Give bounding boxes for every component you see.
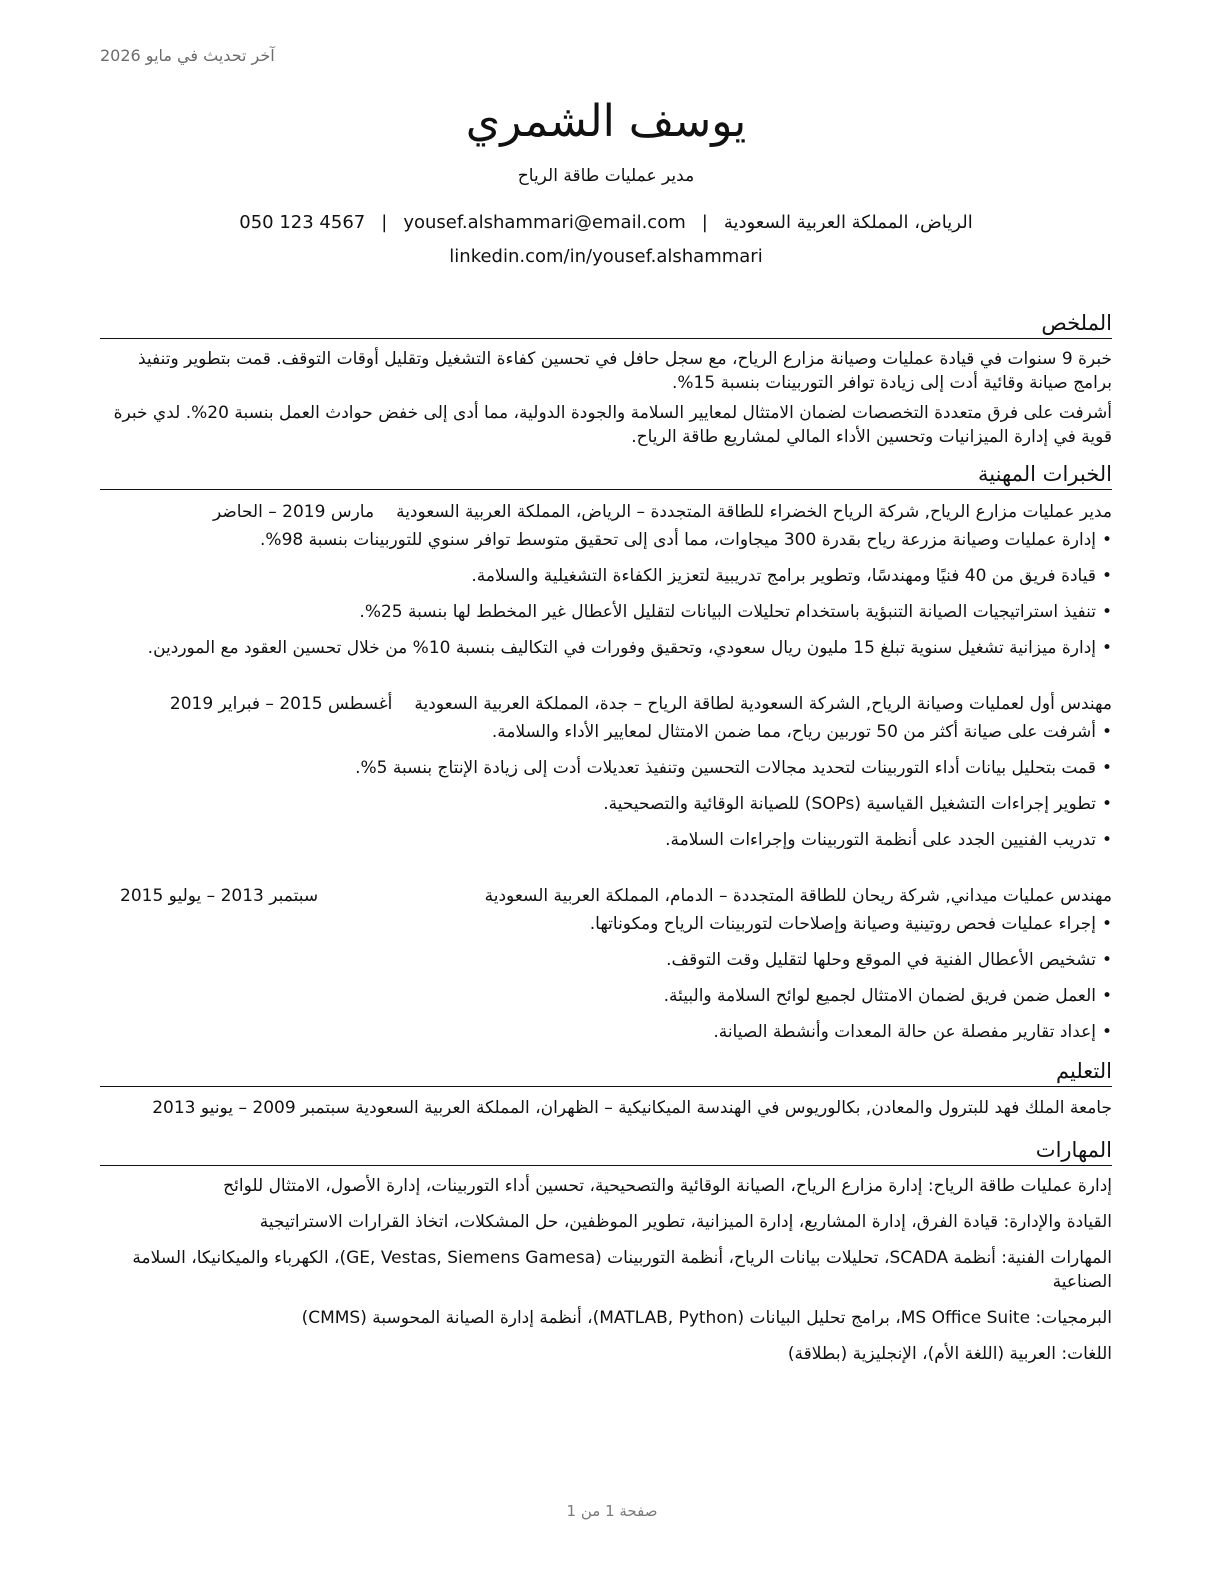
list-item: • تنفيذ استراتيجيات الصيانة التنبؤية باستخدام تحليلات البيانات لتقليل الأعطال غير المخطط لها بنسبة 25%.	[100, 600, 1112, 624]
job-entry	[100, 498, 1112, 660]
section-heading: الملخص	[100, 308, 1112, 339]
summary-paragraph: خبرة 9 سنوات في قيادة عمليات وصيانة مزارع الرياح، مع سجل حافل في تحسين كفاءة التشغيل وتقليل أوقات التوقف. قمت بتطوير وتنفيذ برامج صيانة وقائية أدت إلى زيادة توافر التوربينات بنسبة 15%.	[137, 349, 1112, 393]
page-number-footer: صفحة 1 من 1	[566, 1502, 658, 1520]
list-item: • أشرفت على صيانة أكثر من 50 توربين رياح، مما ضمن الامتثال لمعايير الأداء والسلامة.	[100, 720, 1112, 744]
candidate-name: يوسف الشمري	[465, 96, 747, 147]
job-header	[100, 498, 1112, 526]
skills-section	[100, 1135, 1112, 1366]
job-dates: مارس 2019 – الحاضر	[212, 502, 375, 522]
job-title: مهندس أول لعمليات وصيانة الرياح, الشركة السعودية لطاقة الرياح – جدة، المملكة العربية السعودية	[414, 694, 1112, 714]
list-item: • إدارة ميزانية تشغيل سنوية تبلغ 15 مليون ريال سعودي، وتحقيق وفورات في التكاليف بنسبة 10% من خلال تحسين العقود مع الموردين.	[100, 636, 1112, 660]
list-item: • قمت بتحليل بيانات أداء التوربينات لتحديد مجالات التحسين وتنفيذ تعديلات أدت إلى زيادة الإنتاج بنسبة 5%.	[100, 756, 1112, 780]
job-dates: أغسطس 2015 – فبراير 2019	[169, 694, 393, 714]
list-item: • قيادة فريق من 40 فنيًا ومهندسًا، وتطوير برامج تدريبية لتعزيز الكفاءة التشغيلية والسلامة.	[100, 564, 1112, 588]
education-entry	[100, 1095, 1112, 1121]
list-item: • تشخيص الأعطال الفنية في الموقع وحلها لتقليل وقت التوقف.	[100, 948, 1112, 972]
job-dates: سبتمبر 2013 – يوليو 2015	[120, 886, 319, 906]
list-item: • العمل ضمن فريق لضمان الامتثال لجميع لوائح السلامة والبيئة.	[100, 984, 1112, 1008]
job-header	[100, 882, 1112, 910]
job-bullets	[100, 720, 1112, 852]
list-item: • إدارة عمليات وصيانة مزرعة رياح بقدرة 300 ميجاوات، مما أدى إلى تحقيق متوسط توافر سنوي للتوربينات بنسبة 98%.	[100, 528, 1112, 552]
resume-body	[100, 308, 1112, 1378]
contact-separator: |	[701, 212, 708, 233]
location: الرياض، المملكة العربية السعودية	[723, 212, 973, 233]
job-bullets	[100, 912, 1112, 1044]
job-title: مدير عمليات مزارع الرياح, شركة الرياح الخضراء للطاقة المتجددة – الرياض، المملكة العربية السعودية	[396, 502, 1112, 522]
skill-line: المهارات الفنية: أنظمة SCADA، تحليلات بيانات الرياح، أنظمة التوربينات (GE, Vestas, Siemens Gamesa)، الكهرباء والميكانيكا، السلامة الصناعية	[132, 1248, 1112, 1292]
section-heading: المهارات	[100, 1135, 1112, 1166]
list-item: • تدريب الفنيين الجدد على أنظمة التوربينات وإجراءات السلامة.	[100, 828, 1112, 852]
skill-line: القيادة والإدارة: قيادة الفرق، إدارة المشاريع، إدارة الميزانية، تطوير الموظفين، حل المشكلات، اتخاذ القرارات الاستراتيجية	[259, 1212, 1112, 1232]
section-heading: الخبرات المهنية	[100, 459, 1112, 490]
summary-section	[100, 308, 1112, 449]
resume-header	[100, 92, 1112, 274]
linkedin-url[interactable]: linkedin.com/in/yousef.alshammari	[449, 246, 763, 267]
list-item: • إعداد تقارير مفصلة عن حالة المعدات وأنشطة الصيانة.	[100, 1020, 1112, 1044]
section-heading: التعليم	[100, 1056, 1112, 1087]
list-item: • تطوير إجراءات التشغيل القياسية (SOPs) للصيانة الوقائية والتصحيحية.	[100, 792, 1112, 816]
education-section	[100, 1056, 1112, 1121]
email-address[interactable]: yousef.alshammari@email.com	[403, 212, 686, 233]
job-header	[100, 690, 1112, 718]
experience-section	[100, 459, 1112, 1044]
skill-line: البرمجيات: MS Office Suite، برامج تحليل البيانات (MATLAB, Python)، أنظمة إدارة الصيانة المحوسبة (CMMS)	[301, 1308, 1112, 1328]
phone-number: 050 123 4567	[239, 212, 366, 233]
education-dates: سبتمبر 2009 – يونيو 2013	[152, 1098, 350, 1118]
candidate-title: مدير عمليات طاقة الرياح	[517, 166, 695, 186]
summary-paragraph: أشرفت على فرق متعددة التخصصات لضمان الامتثال لمعايير السلامة والجودة الدولية، مما أدى إلى خفض حوادث العمل بنسبة 20%. لدي خبرة قوية في إدارة الميزانيات وتحسين الأداء المالي لمشاريع طاقة الرياح.	[113, 403, 1112, 447]
last-updated-note: آخر تحديث في مايو 2026	[100, 46, 275, 65]
job-bullets	[100, 528, 1112, 660]
job-entry	[100, 690, 1112, 852]
education-institution: جامعة الملك فهد للبترول والمعادن, بكالوريوس في الهندسة الميكانيكية – الظهران، المملكة العربية السعودية	[355, 1098, 1112, 1118]
contact-separator: |	[381, 212, 388, 233]
job-title: مهندس عمليات ميداني, شركة ريحان للطاقة المتجددة – الدمام، المملكة العربية السعودية	[484, 886, 1112, 906]
contact-info	[100, 206, 1112, 274]
skill-line: اللغات: العربية (اللغة الأم)، الإنجليزية (بطلاقة)	[787, 1344, 1112, 1364]
contact-line	[100, 206, 1112, 240]
list-item: • إجراء عمليات فحص روتينية وصيانة وإصلاحات لتوربينات الرياح ومكوناتها.	[100, 912, 1112, 936]
skill-line: إدارة عمليات طاقة الرياح: إدارة مزارع الرياح، الصيانة الوقائية والتصحيحية، تحسين أداء التوربينات، إدارة الأصول، الامتثال للوائح	[223, 1176, 1112, 1196]
job-entry	[100, 882, 1112, 1044]
